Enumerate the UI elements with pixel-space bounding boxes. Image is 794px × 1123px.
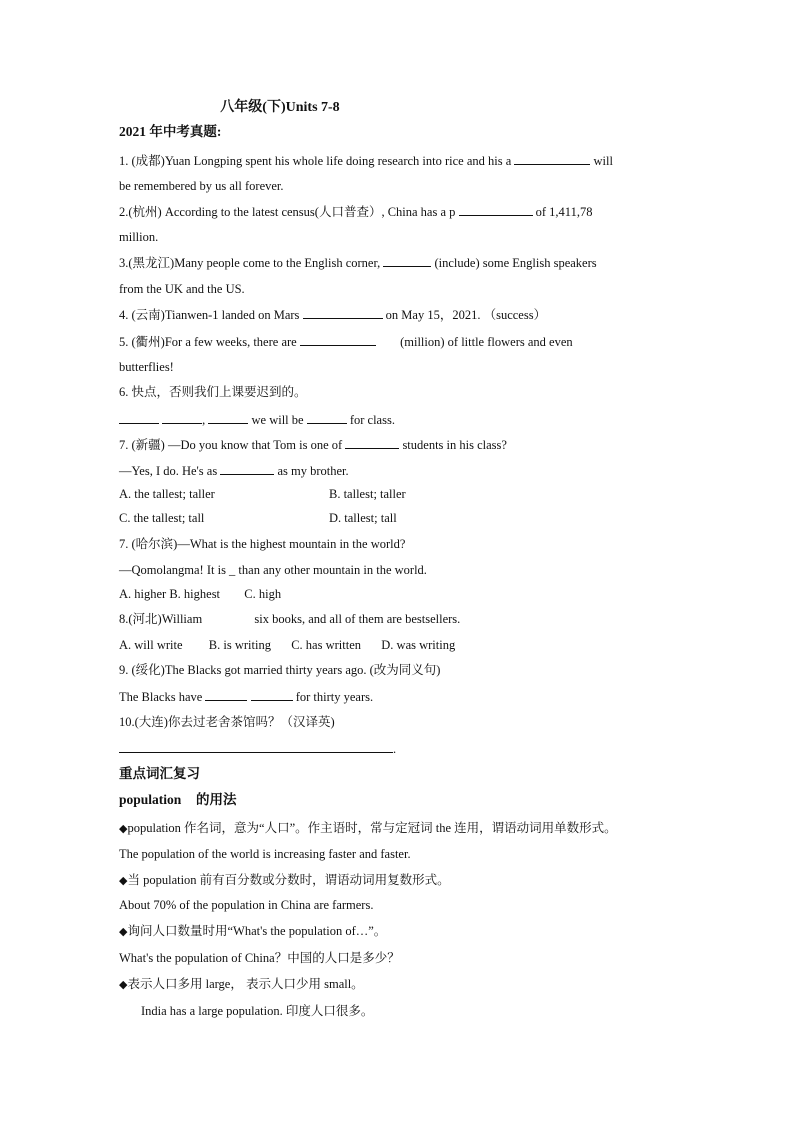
question-8 [119, 611, 460, 627]
question-1-line-1 [119, 152, 613, 169]
q1-blank[interactable] [514, 152, 590, 165]
bullet-diamond-icon: ◆ [119, 925, 128, 938]
q10-answer-line: . [119, 740, 396, 757]
question-7b-line-1: 7. (哈尔滨)—What is the highest mountain in the world? [119, 537, 406, 551]
q4-text: 4. (云南)Tianwen-1 landed on Mars [119, 308, 300, 322]
question-6-line-2: , we will be for class. [119, 411, 395, 428]
q1-text: 1. (成都)Yuan Longping spent his whole life doing research into rice and his a [119, 154, 512, 168]
q8-options [119, 637, 455, 653]
q8-text: 8.(河北)William [119, 612, 203, 626]
q4-blank[interactable] [303, 306, 383, 319]
q6-blank-3[interactable] [208, 411, 248, 424]
q1-text-end: will [593, 154, 613, 168]
section-heading-vocab: 重点词汇复习 [119, 766, 200, 781]
question-2-line-2: million. [119, 230, 159, 244]
bullet-diamond-icon: ◆ [119, 978, 128, 991]
q9-blank-2[interactable] [251, 688, 293, 701]
rule-4: ◆表示人口多用 large， 表示人口少用 small。 [119, 977, 364, 991]
q5-blank[interactable] [300, 333, 376, 346]
q3-text: 3.(黑龙江)Many people come to the English corner, [119, 256, 381, 270]
q9-text-end: for thirty years. [295, 690, 374, 704]
q7-reply-blank[interactable] [220, 462, 274, 475]
q8-text-end: six books, and all of them are bestsellers. [254, 612, 461, 626]
q7-text-end: students in his class? [402, 438, 507, 452]
q6-blank-2[interactable] [162, 411, 202, 424]
question-9-line-1: 9. (绥化)The Blacks got married thirty years ago. (改为同义句) [119, 663, 441, 677]
rule-3: ◆询问人口数量时用“What's the population of…”。 [119, 924, 387, 938]
q7-reply-end: as my brother. [277, 464, 349, 478]
question-6-line-1: 6. 快点，否则我们上课要迟到的。 [119, 385, 307, 399]
q9-blank-1[interactable] [205, 688, 247, 701]
question-7-line-1 [119, 436, 507, 453]
q7-text: 7. (新疆) —Do you know that Tom is one of [119, 438, 343, 452]
question-7-line-2 [119, 462, 349, 479]
q7-option-d[interactable]: D. tallest; tall [329, 511, 397, 525]
q4-text-end: on May 15，2021. （success） [385, 308, 547, 322]
question-7b-line-2: —Qomolangma! It is _ than any other mountain in the world. [119, 563, 427, 577]
q6-text-mid: we will be [251, 413, 304, 427]
rule-3-example: What's the population of China？中国的人口是多少？ [119, 951, 400, 965]
question-3-line-2: from the UK and the US. [119, 282, 245, 296]
question-4 [119, 306, 546, 323]
q6-text-end: for class. [349, 413, 395, 427]
q6-blank-4[interactable] [307, 411, 347, 424]
q7-reply: —Yes, I do. He's as [119, 464, 218, 478]
q7-option-c[interactable]: C. the tallest; tall [119, 511, 205, 525]
q7-option-b[interactable]: B. tallest; taller [329, 487, 406, 501]
q8-option-a[interactable]: A. will write [119, 638, 183, 652]
bullet-diamond-icon: ◆ [119, 874, 128, 887]
q5-text: 5. (衢州)For a few weeks, there are [119, 335, 297, 349]
q5-text-end: (million) of little flowers and even [400, 335, 573, 349]
question-1-line-2: be remembered by us all forever. [119, 179, 284, 193]
q7b-option-c[interactable]: C. high [244, 587, 282, 601]
q6-blank-1[interactable] [119, 411, 159, 424]
q8-option-d[interactable]: D. was writing [381, 638, 456, 652]
q2-blank[interactable] [459, 203, 533, 216]
question-10: 10.(大连)你去过老舍茶馆吗？（汉译英) [119, 715, 335, 729]
q8-option-c[interactable]: C. has written [291, 638, 362, 652]
rule-4-example: India has a large population. 印度人口很多。 [141, 1004, 374, 1018]
q7-blank[interactable] [345, 436, 399, 449]
q7b-option-ab[interactable]: A. higher B. highest [119, 587, 221, 601]
q7b-options [119, 586, 281, 602]
question-3-line-1 [119, 254, 597, 271]
page-title: 八年级(下)Units 7-8 [220, 100, 340, 115]
bullet-diamond-icon: ◆ [119, 822, 128, 835]
q9-text: The Blacks have [119, 690, 203, 704]
question-2-line-1 [119, 203, 592, 220]
q2-text-end: of 1,411,78 [535, 205, 593, 219]
sub-heading-population: population 的用法 [119, 792, 237, 807]
rule-2: ◆当 population 前有百分数或分数时，谓语动词用复数形式。 [119, 873, 450, 887]
section-heading-exam: 2021 年中考真题: [119, 124, 222, 139]
question-5-line-1 [119, 333, 573, 350]
question-9-line-2 [119, 688, 373, 705]
q7-option-a[interactable]: A. the tallest; taller [119, 487, 215, 501]
q8-option-b[interactable]: B. is writing [208, 638, 271, 652]
q3-text-end: (include) some English speakers [434, 256, 597, 270]
q10-blank[interactable] [119, 740, 393, 753]
rule-2-example: About 70% of the population in China are farmers. [119, 898, 374, 912]
rule-1-example: The population of the world is increasing faster and faster. [119, 847, 411, 861]
q3-blank[interactable] [383, 254, 431, 267]
rule-1: ◆population 作名词，意为“人口”。作主语时，常与定冠词 the 连用，谓语动词用单数形式。 [119, 821, 617, 835]
q2-text: 2.(杭州) According to the latest census(人口普查）, China has a p [119, 205, 456, 219]
question-5-line-2: butterflies! [119, 360, 174, 374]
